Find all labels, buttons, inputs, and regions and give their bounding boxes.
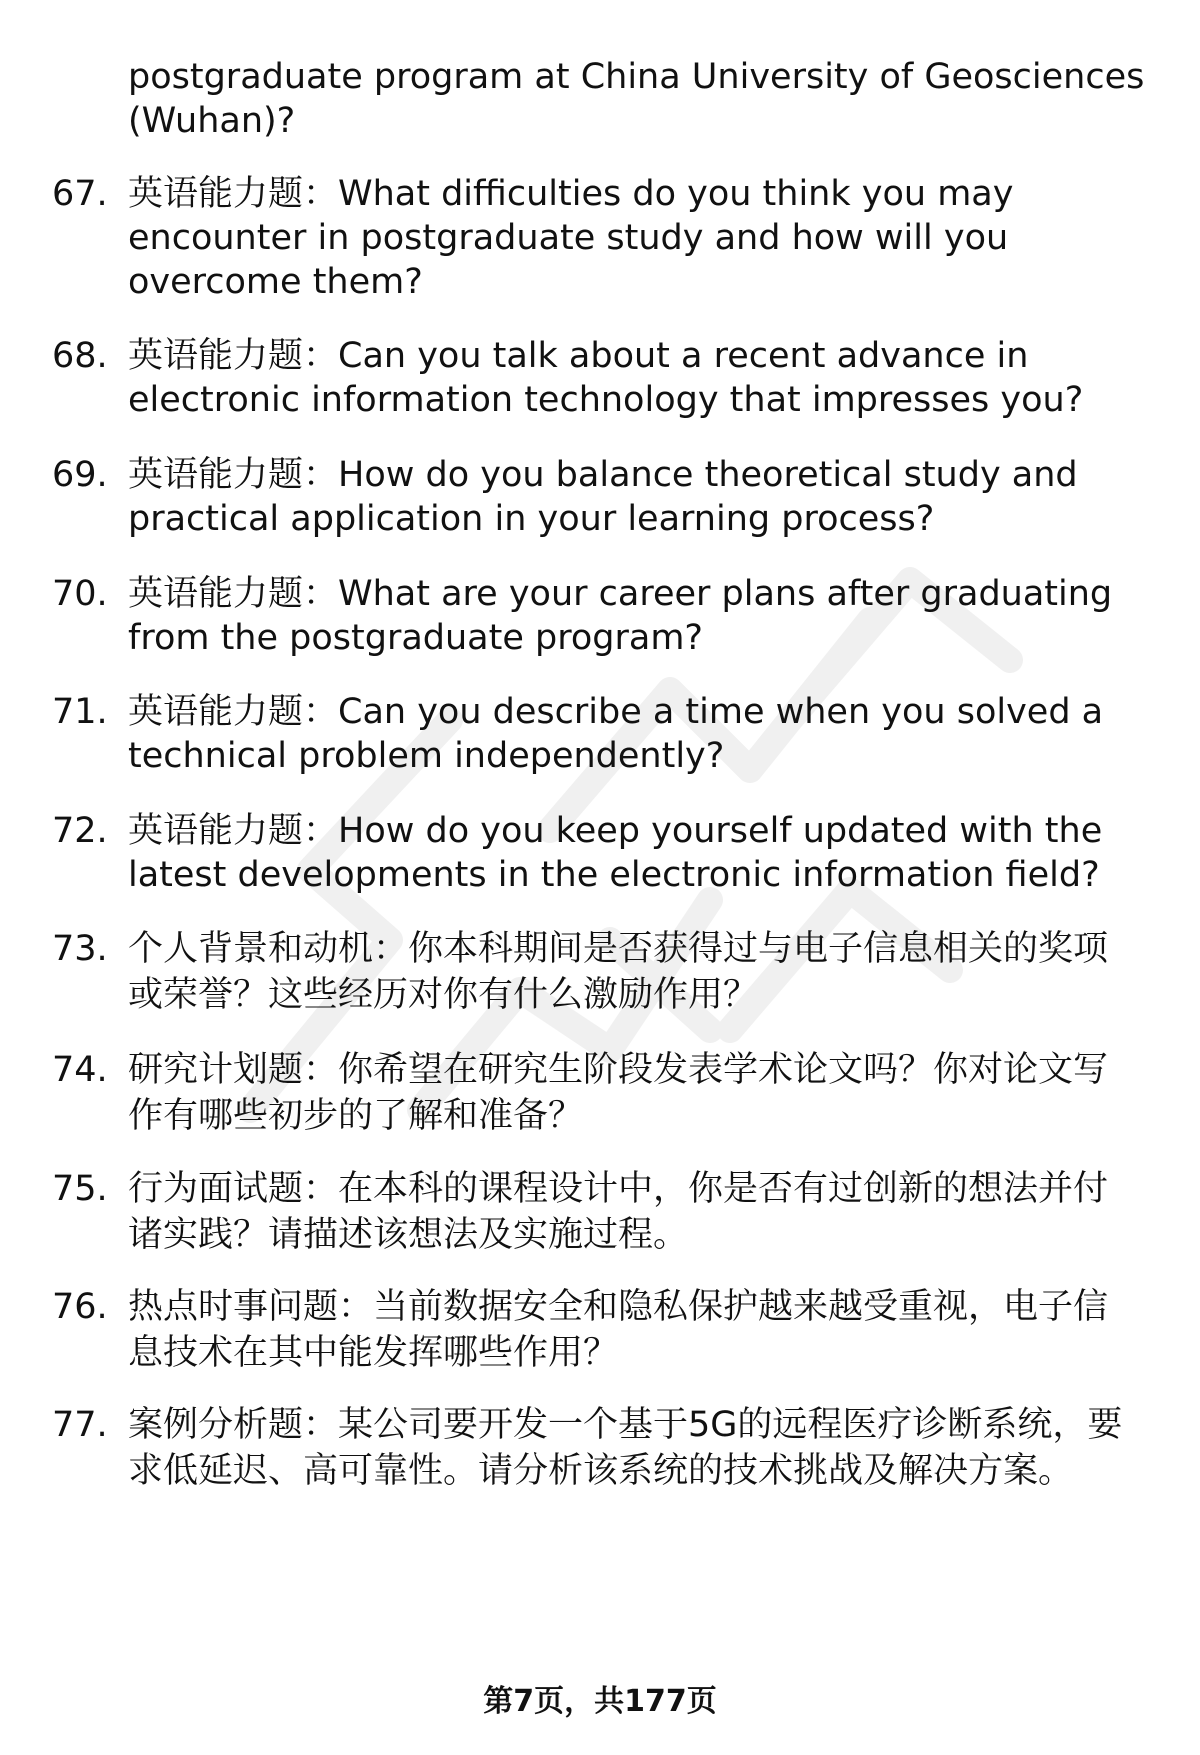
question-text-line: 英语能力题：Can you describe a time when you solved a	[128, 692, 1104, 732]
question-text-line: 行为面试题：在本科的课程设计中，你是否有过创新的想法并付	[128, 1169, 1109, 1209]
question-number: 76.	[52, 1287, 108, 1327]
question-text-line: 或荣誉？这些经历对你有什么激励作用？	[128, 975, 759, 1015]
question-text-line: overcome them?	[128, 262, 423, 302]
question-number: 71.	[52, 692, 108, 732]
question-number: 69.	[52, 455, 108, 495]
question-number: 70.	[52, 574, 108, 614]
question-text-line: 英语能力题：How do you keep yourself updated with the	[128, 811, 1103, 851]
question-number: 74.	[52, 1050, 108, 1090]
question-text-line: 英语能力题：Can you talk about a recent advance in	[128, 336, 1029, 376]
question-text-line: latest developments in the electronic information field?	[128, 855, 1100, 895]
question-text-line: practical application in your learning process?	[128, 499, 935, 539]
question-text-line: electronic information technology that impresses you?	[128, 380, 1084, 420]
question-number: 73.	[52, 929, 108, 969]
question-text-line: 英语能力题：How do you balance theoretical study and	[128, 455, 1078, 495]
question-text-line: encounter in postgraduate study and how will you	[128, 218, 1009, 258]
question-text-line: 英语能力题：What difficulties do you think you may	[128, 174, 1014, 214]
question-number: 75.	[52, 1169, 108, 1209]
question-number: 72.	[52, 811, 108, 851]
question-text-line: 热点时事问题：当前数据安全和隐私保护越来越受重视，电子信	[128, 1287, 1109, 1327]
question-number: 68.	[52, 336, 108, 376]
question-number: 67.	[52, 174, 108, 214]
question-number: 77.	[52, 1405, 108, 1445]
question-text-line: 求低延迟、高可靠性。请分析该系统的技术挑战及解决方案。	[128, 1451, 1074, 1491]
question-text-line: technical problem independently?	[128, 736, 725, 776]
question-text-line: 息技术在其中能发挥哪些作用？	[128, 1333, 619, 1373]
continuation-line-2: (Wuhan)?	[128, 101, 296, 141]
question-text-line: 研究计划题：你希望在研究生阶段发表学术论文吗？你对论文写	[128, 1050, 1109, 1090]
continuation-line-1: postgraduate program at China University of Geosciences	[128, 57, 1145, 97]
question-text-line: from the postgraduate program?	[128, 618, 703, 658]
question-text-line: 个人背景和动机：你本科期间是否获得过与电子信息相关的奖项	[128, 929, 1109, 969]
question-text-line: 英语能力题：What are your career plans after graduating	[128, 574, 1113, 614]
question-text-line: 案例分析题：某公司要开发一个基于5G的远程医疗诊断系统，要	[128, 1405, 1123, 1445]
question-text-line: 诸实践？请描述该想法及实施过程。	[128, 1215, 689, 1255]
page-footer: 第7页，共177页	[483, 1684, 717, 1719]
question-text-line: 作有哪些初步的了解和准备？	[128, 1096, 584, 1136]
